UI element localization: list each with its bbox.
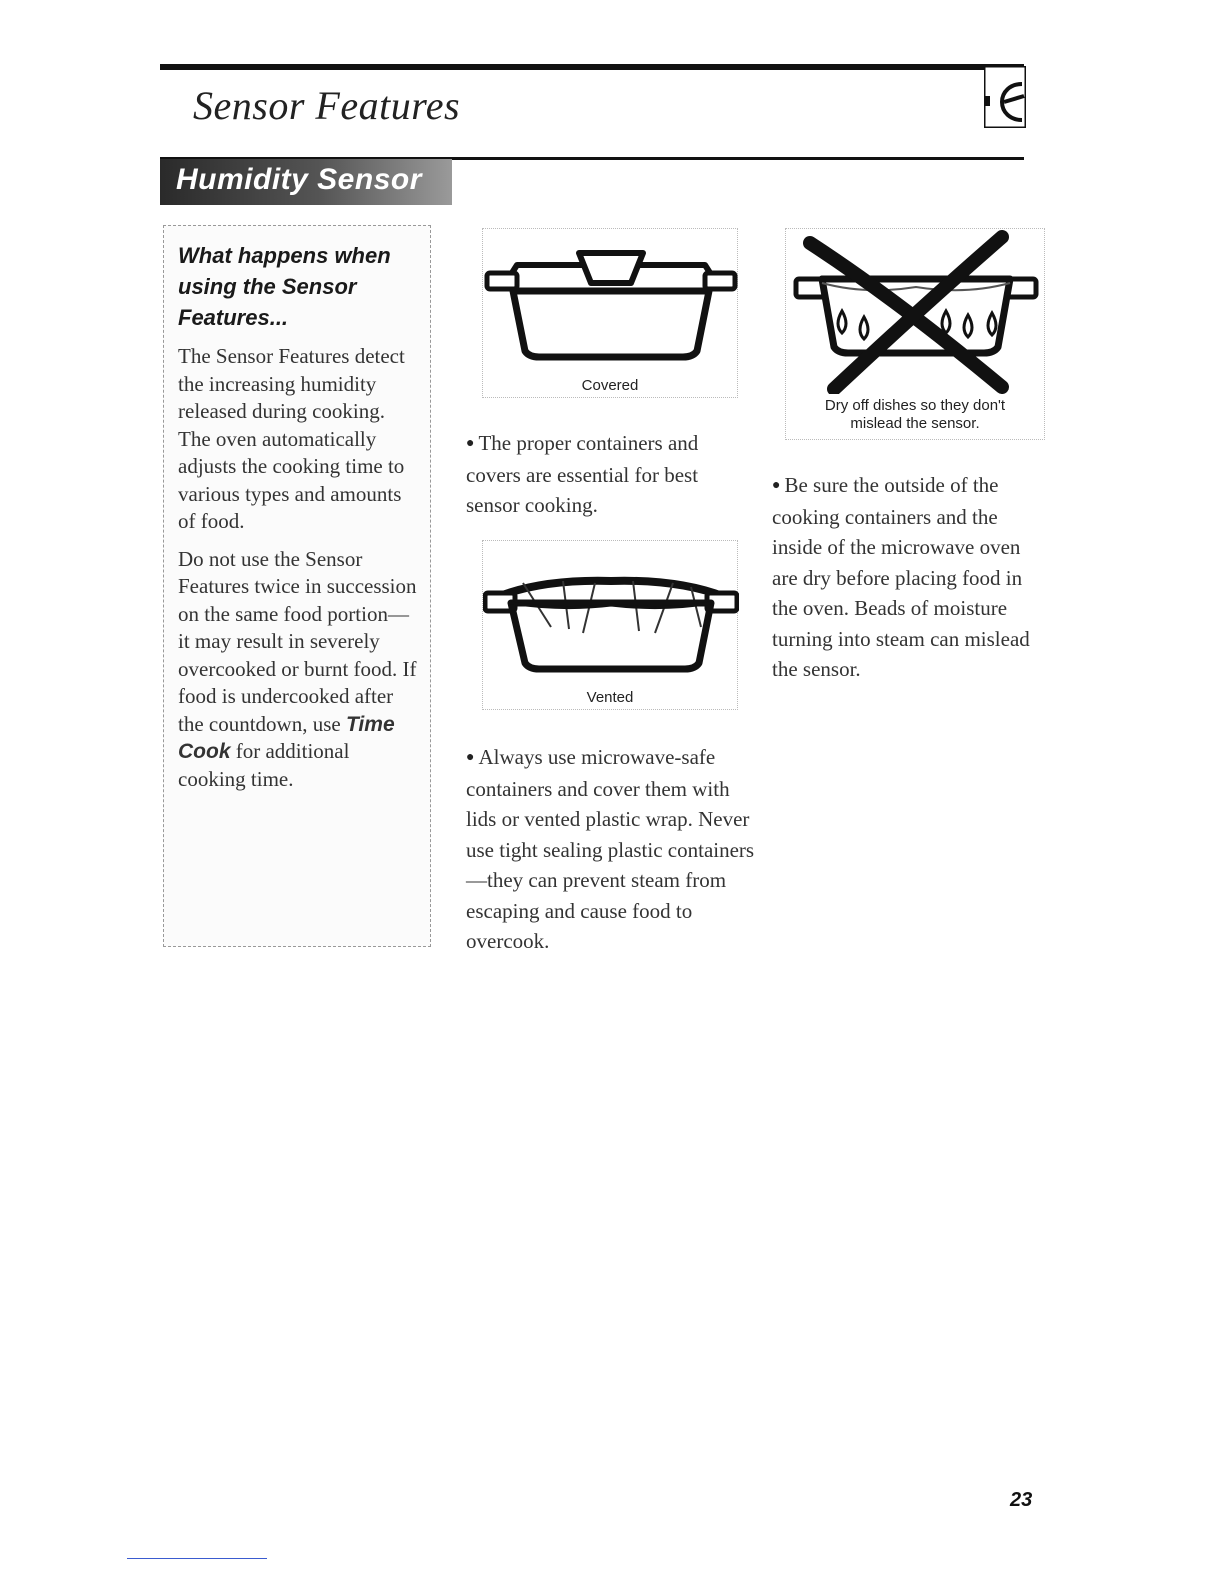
vented-caption: Vented — [586, 689, 634, 706]
bullet-text: Always use microwave-safe containers and cover them with lids or vented plastic wrap. Never use tight sealing plastic containers—they can prevent steam from escaping and cause food to overcook. — [466, 745, 755, 953]
covered-dish-illustration — [483, 229, 739, 374]
dry-caption: Dry off dishes so they don't mislead the sensor. — [824, 397, 1006, 432]
section-banner — [160, 159, 452, 205]
sidebar-heading: What happens when using the Sensor Features... — [178, 243, 391, 330]
covered-caption: Covered — [581, 377, 639, 394]
sidebar-warning-paragraph — [178, 546, 418, 794]
pot-tab-icon — [984, 66, 1026, 128]
vented-dish-figure — [482, 540, 738, 710]
bullet-dot-icon: ● — [466, 436, 475, 451]
bullet-microwave-safe — [466, 742, 756, 957]
top-rule — [160, 64, 1024, 70]
sidebar-warning-tail: for additional cooking time. — [178, 739, 350, 791]
dry-dish-figure — [785, 228, 1045, 440]
wet-dish-crossed-illustration — [786, 229, 1046, 394]
sidebar-paragraph: The Sensor Features detect the increasing humidity released during cooking. The oven automatically adjusts the cooking time to various types and amounts of food. — [178, 344, 405, 533]
bullet-text: The proper containers and covers are essential for best sensor cooking. — [466, 431, 699, 517]
bullet-dot-icon: ● — [772, 478, 781, 493]
bullet-dry-outside — [772, 470, 1042, 685]
page-number: 23 — [1010, 1489, 1033, 1511]
sidebar-warning-text: Do not use the Sensor Features twice in succession on the same food portion—it may result in severely overcooked or burnt food. If food is undercooked after the countdown, use — [178, 546, 417, 736]
info-sidebar — [163, 225, 431, 947]
section-title: Humidity Sensor — [176, 163, 422, 196]
bullet-proper-containers — [466, 428, 756, 521]
vented-dish-illustration — [483, 541, 739, 686]
bullet-dot-icon: ● — [466, 750, 475, 765]
footer-rule — [127, 1558, 267, 1559]
page-title: Sensor Features — [193, 83, 461, 128]
bullet-text: Be sure the outside of the cooking containers and the inside of the microwave oven are dry before placing food in the oven. Beads of moisture turning into steam can mislead the sensor. — [772, 473, 1030, 681]
time-cook-label: Time Cook — [178, 712, 395, 763]
covered-dish-figure — [482, 228, 738, 398]
